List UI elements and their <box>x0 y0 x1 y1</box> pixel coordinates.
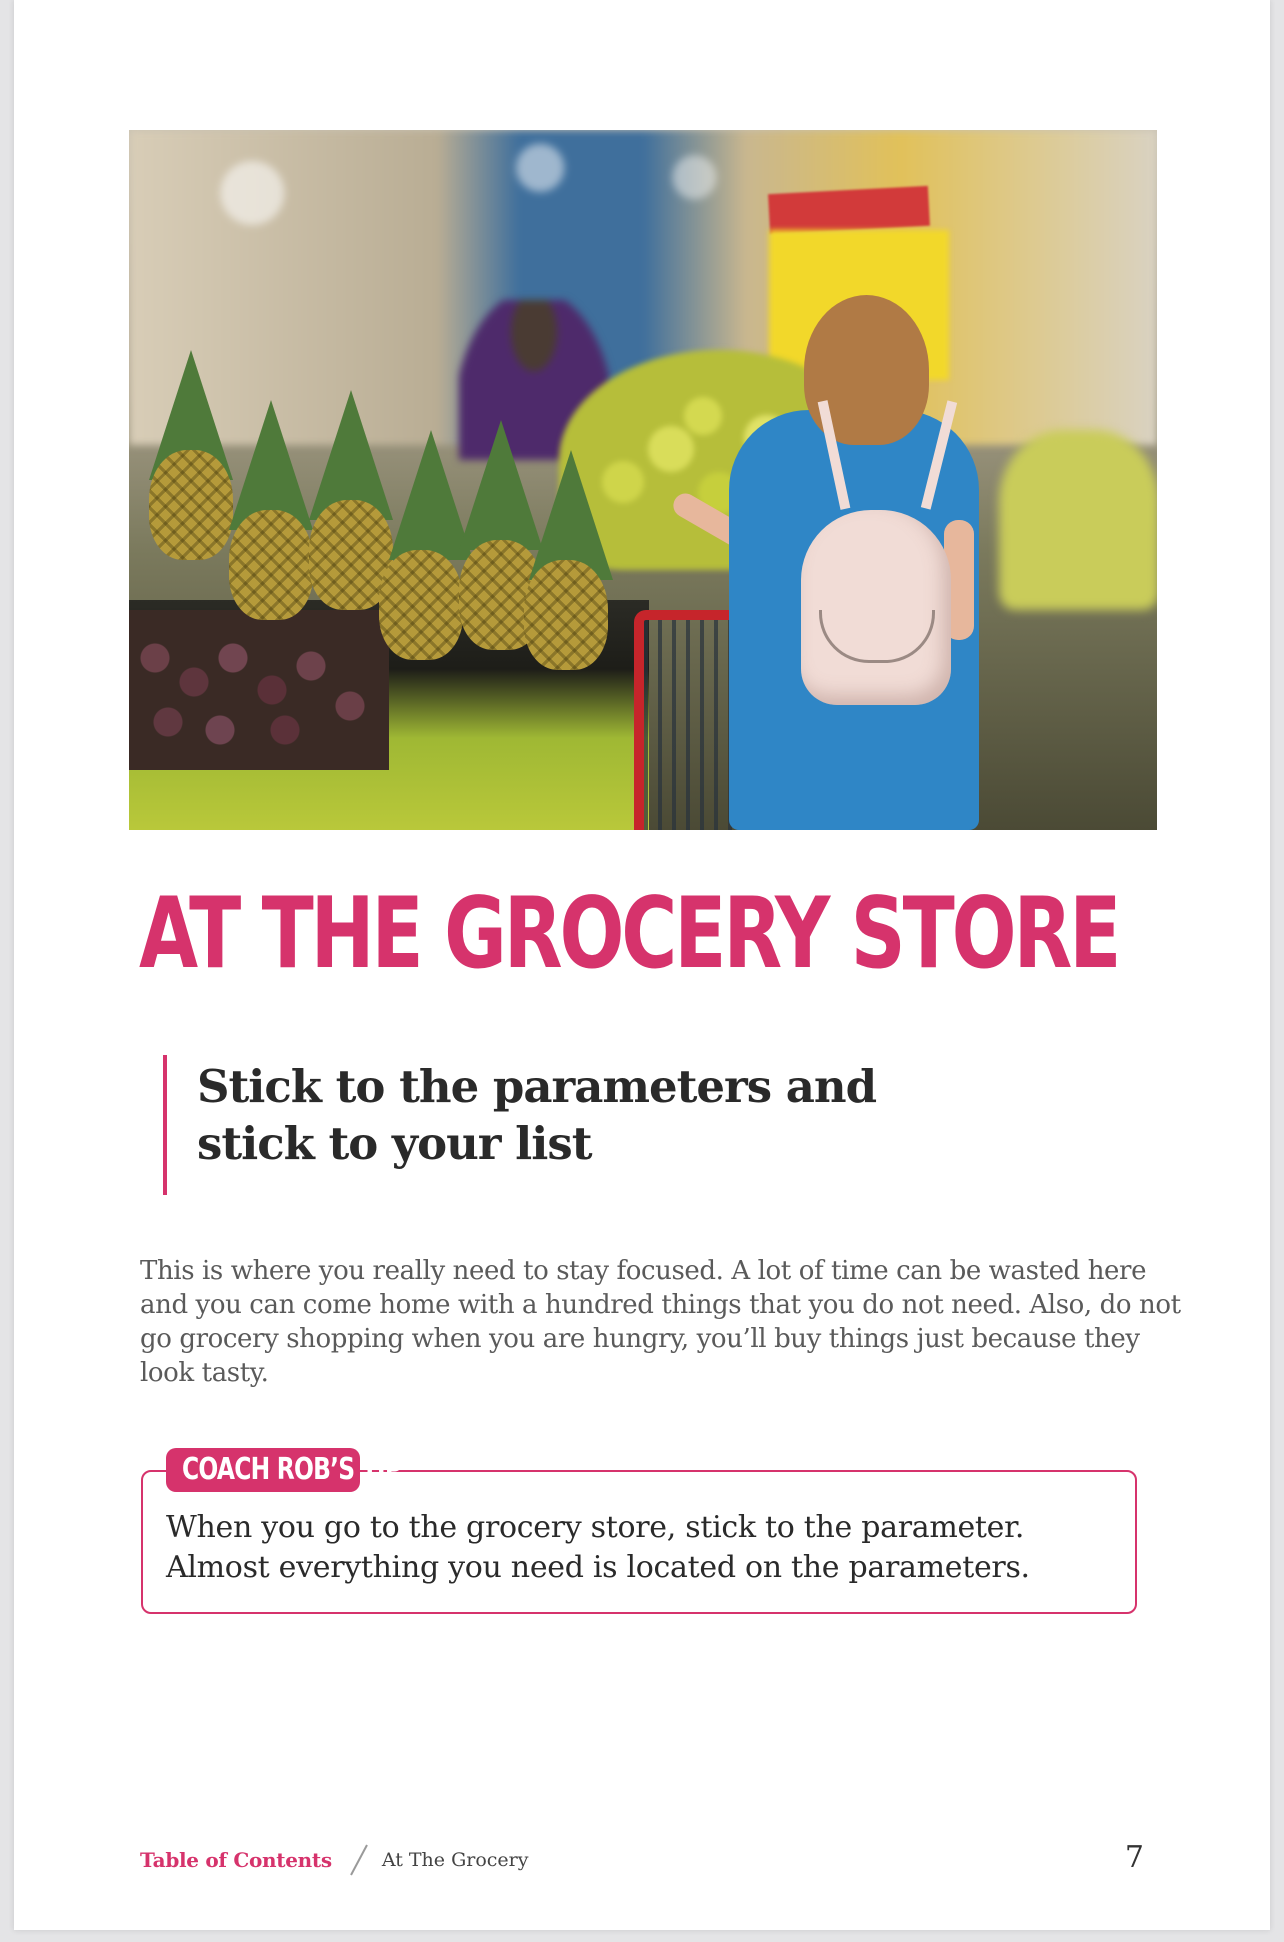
quote-accent-bar <box>163 1055 167 1195</box>
subtitle-line-2: stick to your list <box>197 1117 592 1170</box>
tip-badge-label: COACH ROB’S TIP <box>182 1452 402 1487</box>
page-number: 7 <box>1124 1840 1144 1875</box>
breadcrumb-separator-icon <box>350 1845 368 1876</box>
tip-text: When you go to the grocery store, stick to the parameter. Almost everything you need is located on the parameters. <box>166 1510 1030 1585</box>
page-title: AT THE GROCERY STORE <box>139 877 1119 991</box>
body-paragraph: This is where you really need to stay focused. A lot of time can be wasted here and you can come home with a hundred things that you do not need. Also, do not go grocery shopping when you are hungry, you’ll buy things just because they look tasty. <box>140 1256 1181 1388</box>
breadcrumb <box>140 1845 528 1875</box>
breadcrumb-current: At The Grocery <box>381 1849 529 1871</box>
grocery-store-photo <box>129 130 1157 830</box>
document-page <box>14 0 1270 1930</box>
tip-badge <box>166 1448 402 1492</box>
page-subtitle <box>197 1058 897 1172</box>
table-of-contents-link[interactable]: Table of Contents <box>140 1848 332 1872</box>
subtitle-line-1: Stick to the parameters and <box>197 1060 877 1113</box>
